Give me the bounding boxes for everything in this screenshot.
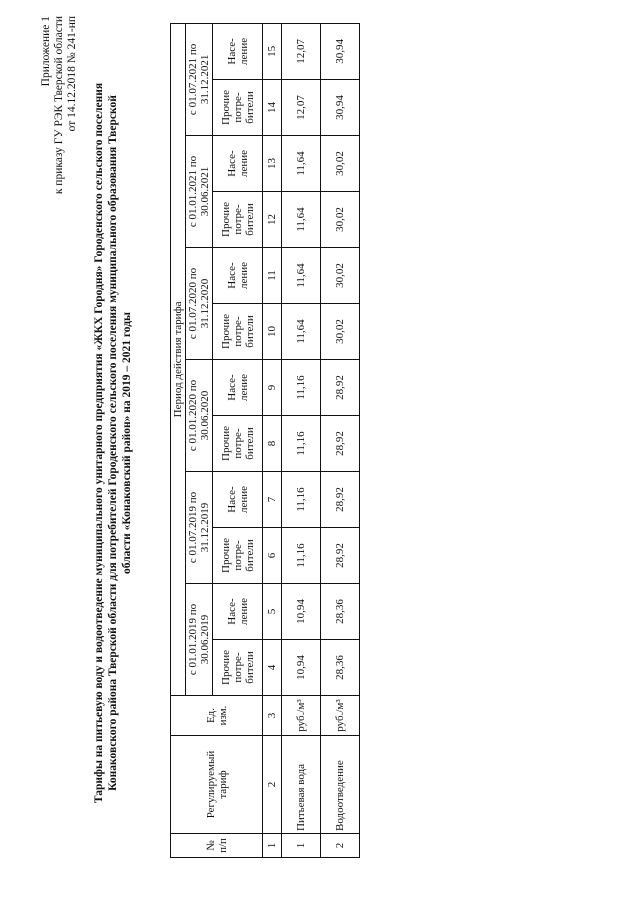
row-unit: руб./м³	[282, 696, 321, 736]
row-value: 11,64	[282, 248, 321, 304]
column-number: 8	[263, 416, 282, 472]
appendix-line-3: от 14.12.2018 № 241-нп	[66, 16, 78, 132]
appendix-header	[40, 16, 79, 194]
period-header-1: с 01.01.2019 по 30.06.2019	[186, 584, 213, 696]
sub-header-population: Насе-ление	[213, 136, 263, 192]
title-line-1: Тарифы на питьевую воду и водоотведение муниципального унитарного предприятия «ЖКХ Городня» Городенского сельского поселения	[93, 82, 105, 804]
row-value: 12,07	[282, 80, 321, 136]
row-value: 28,92	[321, 416, 360, 472]
row-value: 30,02	[321, 248, 360, 304]
appendix-line-1: Приложение 1	[40, 16, 52, 87]
sub-header-population: Насе-ление	[213, 584, 263, 640]
row-value: 11,16	[282, 528, 321, 584]
document-title	[92, 28, 134, 858]
row-unit: руб./м³	[321, 696, 360, 736]
column-number: 11	[263, 248, 282, 304]
sub-header-population: Насе-ление	[213, 472, 263, 528]
header-period: Период действия тарифа	[171, 23, 186, 695]
column-number: 12	[263, 192, 282, 248]
column-number: 5	[263, 584, 282, 640]
column-number: 2	[263, 736, 282, 834]
row-value: 10,94	[282, 584, 321, 640]
row-value: 11,16	[282, 360, 321, 416]
sub-header-other: Прочие потре-бители	[213, 640, 263, 696]
title-line-2: Конаковского района Тверской области для потребителей Городенского сельского поселения муниципального образования Тверской	[107, 95, 119, 791]
column-number: 6	[263, 528, 282, 584]
row-value: 28,36	[321, 640, 360, 696]
row-tariff-name: Водоотведение	[321, 736, 360, 834]
period-header-2: с 01.07.2019 по 31.12.2019	[186, 472, 213, 584]
sub-header-other: Прочие потре-бители	[213, 416, 263, 472]
column-number: 4	[263, 640, 282, 696]
sub-header-other: Прочие потре-бители	[213, 304, 263, 360]
sub-header-other: Прочие потре-бители	[213, 80, 263, 136]
period-header-3: с 01.01.2020 по 30.06.2020	[186, 360, 213, 472]
row-value: 11,64	[282, 192, 321, 248]
column-number: 3	[263, 696, 282, 736]
sub-header-other: Прочие потре-бители	[213, 192, 263, 248]
tariff-table	[170, 23, 360, 858]
row-number: 2	[321, 834, 360, 858]
row-value: 28,36	[321, 584, 360, 640]
column-number: 1	[263, 834, 282, 858]
period-header-4: с 01.07.2020 по 31.12.2020	[186, 248, 213, 360]
row-number: 1	[282, 834, 321, 858]
sub-header-population: Насе-ление	[213, 248, 263, 304]
header-tariff: Регулируемый тариф	[171, 736, 263, 834]
row-value: 28,92	[321, 472, 360, 528]
row-value: 30,02	[321, 304, 360, 360]
column-number: 9	[263, 360, 282, 416]
table-row	[321, 23, 360, 857]
period-header-5: с 01.01.2021 по 30.06.2021	[186, 136, 213, 248]
row-value: 11,16	[282, 416, 321, 472]
header-num: № п/п	[171, 834, 263, 858]
header-unit: Ед. изм.	[171, 696, 263, 736]
row-value: 28,92	[321, 360, 360, 416]
table-row	[282, 23, 321, 857]
appendix-line-2: к приказу ГУ РЭК Тверской области	[53, 16, 65, 195]
sub-header-other: Прочие потре-бители	[213, 528, 263, 584]
column-number: 10	[263, 304, 282, 360]
row-value: 12,07	[282, 23, 321, 79]
row-value: 11,64	[282, 136, 321, 192]
sub-header-population: Насе-ление	[213, 360, 263, 416]
column-number: 14	[263, 80, 282, 136]
column-number: 7	[263, 472, 282, 528]
row-value: 30,94	[321, 80, 360, 136]
row-value: 11,64	[282, 304, 321, 360]
row-tariff-name: Питьевая вода	[282, 736, 321, 834]
column-number: 13	[263, 136, 282, 192]
sub-header-population: Насе-ление	[213, 23, 263, 79]
row-value: 11,16	[282, 472, 321, 528]
title-line-3: области «Конаковский район» на 2019 – 2021 годы	[121, 312, 133, 575]
column-number: 15	[263, 23, 282, 79]
row-value: 28,92	[321, 528, 360, 584]
row-value: 30,94	[321, 23, 360, 79]
period-header-6: с 01.07.2021 по 31.12.2021	[186, 23, 213, 135]
row-value: 30,02	[321, 136, 360, 192]
row-value: 30,02	[321, 192, 360, 248]
row-value: 10,94	[282, 640, 321, 696]
